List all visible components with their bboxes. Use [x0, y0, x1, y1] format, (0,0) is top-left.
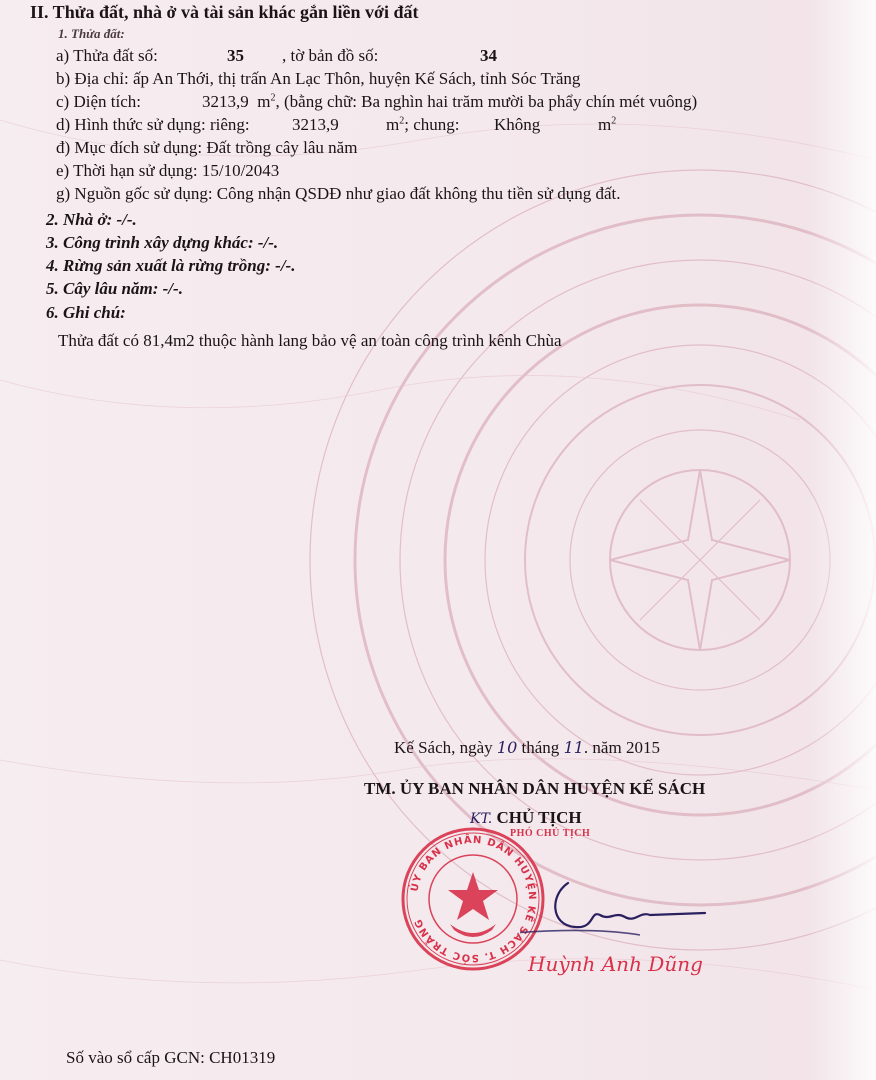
parcel-row [56, 46, 158, 66]
map-label: , tờ bản đồ số: [282, 46, 379, 65]
common-unit-sup: 2 [611, 115, 617, 127]
usage-form-label: d) Hình thức sử dụng: riêng: [56, 115, 250, 134]
area-label: c) Diện tích: [56, 92, 141, 111]
house-line: 2. Nhà ở: -/-. [46, 210, 137, 229]
usage-common-label: ; chung: [404, 115, 460, 134]
parcel-label: a) Thửa đất số: [56, 46, 158, 65]
area-unit-sup: 2 [270, 92, 276, 104]
land-section-label: 1. Thửa đất: [58, 26, 125, 41]
vice-chairman-title: PHÓ CHỦ TỊCH [510, 828, 591, 839]
forest-line: 4. Rừng sản xuất là rừng trồng: -/-. [46, 256, 296, 275]
origin-line: g) Nguồn gốc sử dụng: Công nhận QSDĐ như giao đất không thu tiền sử dụng đất. [56, 184, 621, 203]
date-prefix: Kế Sách, ngày [394, 738, 493, 757]
usage-common-value: Không [494, 115, 541, 134]
signature-scribble [520, 855, 720, 945]
authority-line: TM. ỦY BAN NHÂN DÂN HUYỆN KẾ SÁCH [364, 779, 706, 798]
parcel-number: 35 [227, 46, 244, 65]
notes-label: 6. Ghi chú: [46, 303, 126, 322]
address-line: b) Địa chỉ: ấp An Thới, thị trấn An Lạc Thôn, huyện Kế Sách, tỉnh Sóc Trăng [56, 69, 581, 88]
date-line: Kế Sách, ngày 10 tháng 11. năm 2015 [394, 738, 660, 757]
private-unit-sup: 2 [399, 115, 405, 127]
kt-mark: KT. [470, 811, 493, 827]
date-day: 10 [496, 738, 518, 757]
date-month-label: tháng [521, 738, 560, 757]
usage-form-row [56, 115, 250, 135]
construction-line: 3. Công trình xây dựng khác: -/-. [46, 233, 279, 252]
page-edge [806, 0, 876, 1080]
usage-common-unit [598, 115, 616, 135]
notes-text: Thửa đất có 81,4m2 thuộc hành lang bảo vệ an toàn công trình kênh Chùa [58, 331, 562, 350]
section-heading: II. Thửa đất, nhà ở và tài sản khác gắn liền với đất [30, 2, 419, 22]
area-in-words: , (bằng chữ: Ba nghìn hai trăm mười ba phẩy chín mét vuông) [275, 92, 698, 111]
perennial-line: 5. Cây lâu năm: -/-. [46, 279, 183, 298]
area-row [56, 92, 141, 112]
chairman-title: CHỦ TỊCH [496, 808, 582, 827]
registry-number: Số vào sổ cấp GCN: CH01319 [66, 1048, 276, 1067]
area-number: 3213,9 [202, 92, 249, 111]
private-unit-m: m [386, 115, 400, 134]
date-month: 11 [563, 738, 584, 757]
seal-text: ỦY BAN NHÂN DÂN HUYỆN KẾ SÁCH T. SÓC TRĂNG [409, 834, 538, 964]
usage-private-value: 3213,9 [292, 115, 339, 134]
date-year: năm 2015 [592, 738, 660, 757]
usage-private-unit [386, 115, 459, 135]
area-value [202, 92, 697, 112]
purpose-line: đ) Mục đích sử dụng: Đất trồng cây lâu năm [56, 138, 358, 157]
common-unit-m: m [598, 115, 612, 134]
map-number: 34 [480, 46, 497, 65]
signer-name: Huỳnh Anh Dũng [528, 952, 703, 976]
area-unit: m [257, 92, 271, 111]
term-line: e) Thời hạn sử dụng: 15/10/2043 [56, 161, 280, 180]
